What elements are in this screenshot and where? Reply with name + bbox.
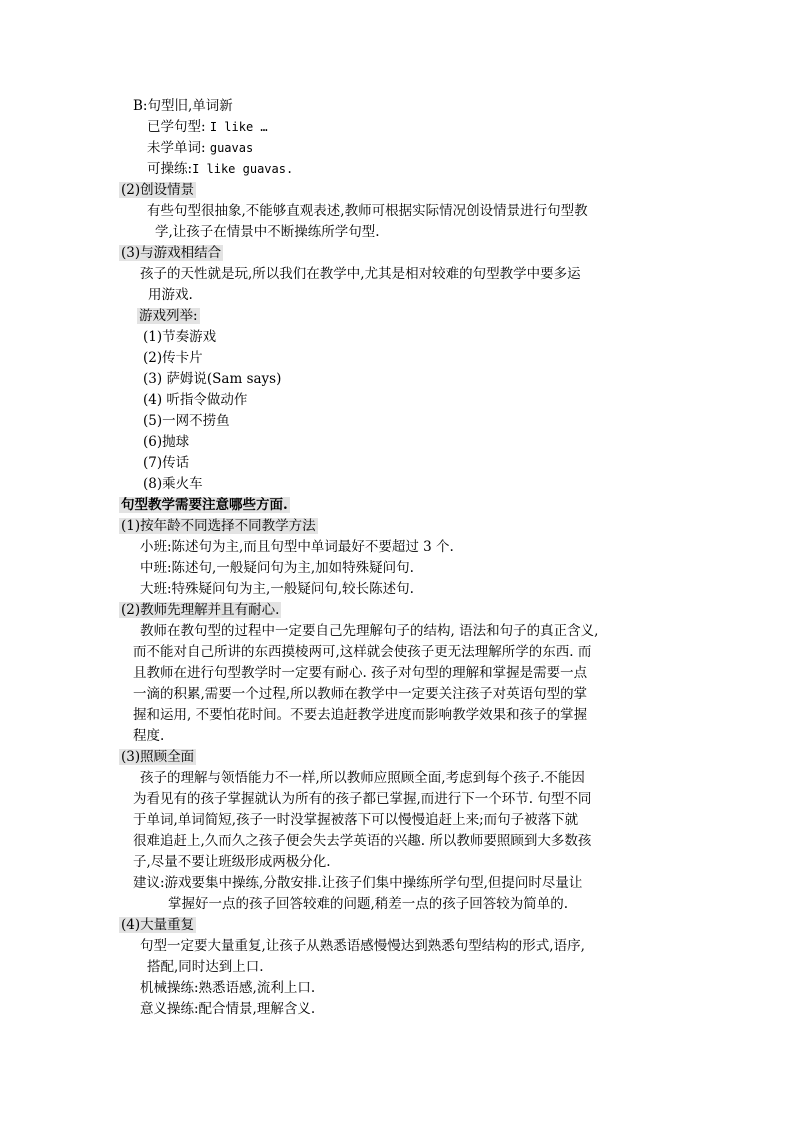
learned-pattern-value: I like … bbox=[209, 120, 268, 134]
meaningful-practice-line: 意义操练:配合情景,理解含义. bbox=[140, 1001, 316, 1017]
mechanical-practice-line: 机械操练:熟悉语感,流利上口. bbox=[140, 980, 316, 996]
patience-text: 而不能对自己所讲的东西摸棱两可,这样就会使孩子更无法理解所学的东西. 而 bbox=[133, 644, 592, 660]
game-item: (6)抛球 bbox=[143, 434, 190, 450]
scenario-heading: (2)创设情景 bbox=[121, 182, 195, 198]
suggestion-line-2: 掌握好一点的孩子回答较难的问题,稍差一点的孩子回答较为简单的. bbox=[168, 896, 569, 912]
small-class-line: 小班:陈述句为主,而且句型中单词最好不要超过 3 个. bbox=[140, 539, 454, 555]
games-list-title: 游戏列举: bbox=[139, 308, 198, 324]
game-item: (5)一网不捞鱼 bbox=[143, 413, 230, 429]
games-text-2: 用游戏. bbox=[148, 287, 193, 303]
game-item: (4) 听指令做动作 bbox=[143, 392, 248, 408]
practice-label: 可操练: bbox=[147, 161, 193, 177]
learned-pattern-line bbox=[147, 117, 268, 137]
care-text: 于单词,单词简短,孩子一时没掌握被落下可以慢慢追赶上来;而句子被落下就 bbox=[133, 812, 579, 828]
learned-pattern-label: 已学句型: bbox=[147, 119, 210, 135]
suggestion-line-1: 建议:游戏要集中操练,分散安排.让孩子们集中操练所学句型,但提问时尽量让 bbox=[133, 875, 583, 891]
unlearned-word-value: guavas bbox=[209, 141, 254, 155]
care-heading: (3)照顾全面 bbox=[121, 749, 195, 765]
attention-heading: 句型教学需要注意哪些方面. bbox=[121, 497, 288, 513]
age-heading: (1)按年龄不同选择不同教学方法 bbox=[121, 518, 316, 534]
repeat-heading: (4)大量重复 bbox=[121, 917, 195, 933]
care-text: 为看见有的孩子掌握就认为所有的孩子都已掌握,而进行下一个环节. 句型不同 bbox=[133, 791, 592, 807]
game-item: (8)乘火车 bbox=[143, 476, 203, 492]
unlearned-word-label: 未学单词: bbox=[147, 140, 210, 156]
games-heading: (3)与游戏相结合 bbox=[121, 245, 222, 261]
practice-line bbox=[147, 159, 293, 179]
games-text-1: 孩子的天性就是玩,所以我们在教学中,尤其是相对较难的句型教学中要多运 bbox=[140, 266, 581, 282]
large-class-line: 大班:特殊疑问句为主,一般疑问句,较长陈述句. bbox=[140, 581, 414, 597]
patience-text: 一滴的积累,需要一个过程,所以教师在教学中一定要关注孩子对英语句型的掌 bbox=[133, 686, 588, 702]
repeat-text-2: 搭配,同时达到上口. bbox=[147, 959, 264, 975]
game-item: (3) 萨姆说(Sam says) bbox=[143, 371, 282, 387]
game-item: (1)节奏游戏 bbox=[143, 329, 217, 345]
care-text: 子,尽量不要让班级形成两极分化. bbox=[133, 854, 331, 870]
patience-heading: (2)教师先理解并且有耐心. bbox=[121, 602, 280, 618]
patience-text: 教师在教句型的过程中一定要自己先理解句子的结构, 语法和句子的真正含义, bbox=[140, 623, 599, 639]
care-text: 很难追赶上,久而久之孩子便会失去学英语的兴趣. 所以教师要照顾到大多数孩 bbox=[133, 833, 592, 849]
patience-text: 握和运用, 不要怕花时间。不要去追赶教学进度而影响教学效果和孩子的掌握 bbox=[133, 707, 588, 723]
scenario-text-1: 有些句型很抽象,不能够直观表述,教师可根据实际情况创设情景进行句型教 bbox=[147, 203, 588, 219]
middle-class-line: 中班:陈述句,一般疑问句为主,加如特殊疑问句. bbox=[140, 560, 414, 576]
unlearned-word-line bbox=[147, 138, 253, 158]
game-item: (2)传卡片 bbox=[143, 350, 203, 366]
patience-text: 程度. bbox=[133, 728, 165, 744]
scenario-text-2: 学,让孩子在情景中不断操练所学句型. bbox=[155, 224, 380, 240]
repeat-text-1: 句型一定要大量重复,让孩子从熟悉语感慢慢达到熟悉句型结构的形式,语序, bbox=[140, 938, 585, 954]
care-text: 孩子的理解与领悟能力不一样,所以教师应照顾全面,考虑到每个孩子.不能因 bbox=[140, 770, 585, 786]
patience-text: 且教师在进行句型教学时一定要有耐心. 孩子对句型的理解和掌握是需要一点 bbox=[133, 665, 588, 681]
section-b-title: B:句型旧,单词新 bbox=[133, 98, 233, 114]
game-item: (7)传话 bbox=[143, 455, 190, 471]
practice-value: I like guavas. bbox=[192, 162, 294, 176]
